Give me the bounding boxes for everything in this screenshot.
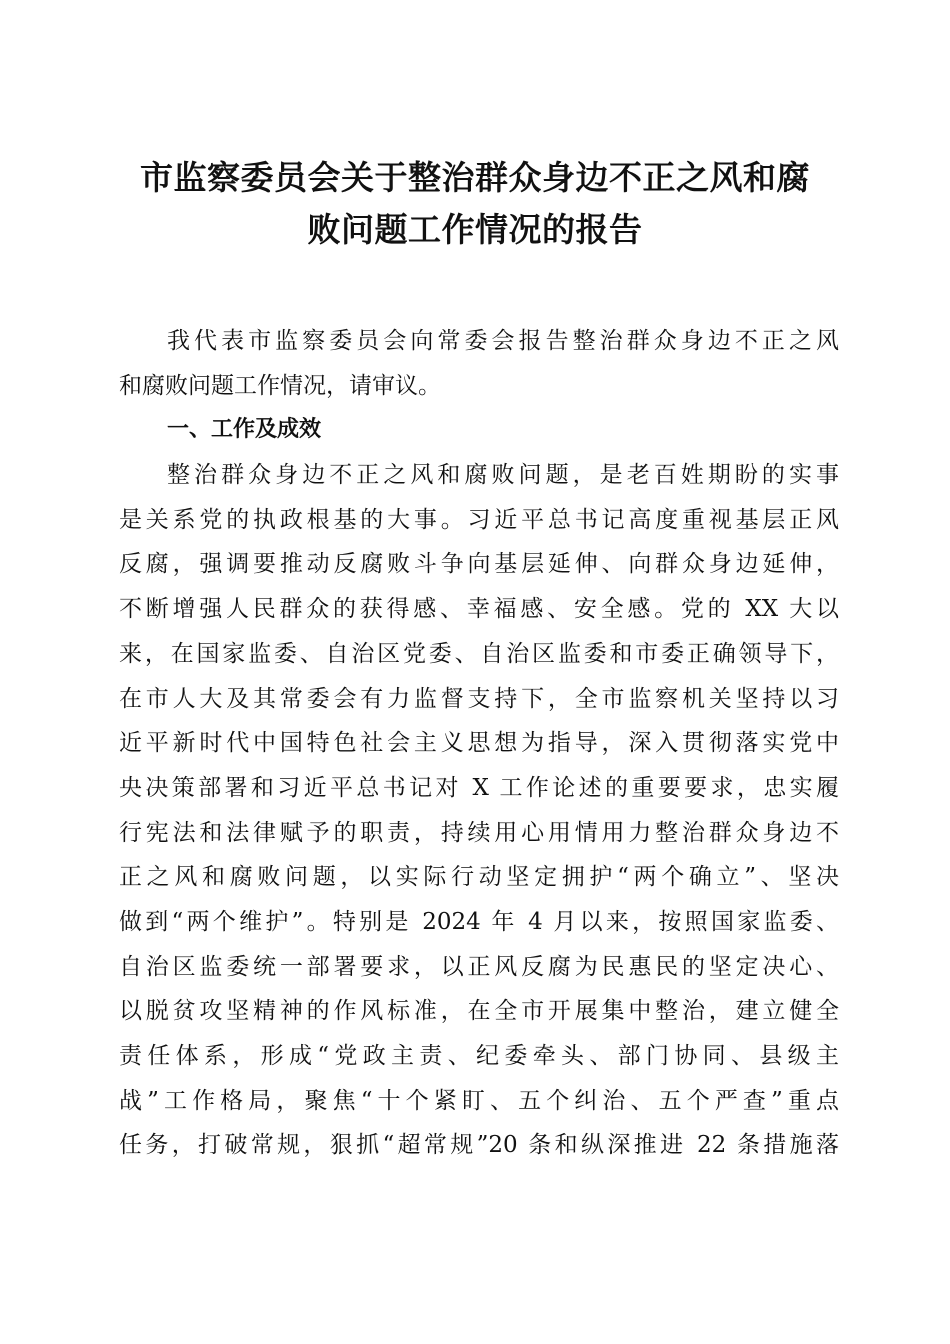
title-line-2: 败问题工作情况的报告	[307, 210, 643, 249]
section-heading: 一、工作及成效	[167, 417, 322, 443]
paragraph-line: 行宪法和法律赋予的职责，持续用心用情用力整治群众身边不	[119, 819, 839, 846]
title-line-1: 市监察委员会关于整治群众身边不正之风和腐	[140, 158, 810, 197]
paragraph-line: 是关系党的执政根基的大事。习近平总书记高度重视基层正风	[119, 506, 839, 533]
paragraph-line: 做到“两个维护”。特别是 2024 年 4 月以来，按照国家监委、	[119, 908, 839, 935]
paragraph-line: 近平新时代中国特色社会主义思想为指导，深入贯彻落实党中	[119, 730, 839, 757]
paragraph-line: 整治群众身边不正之风和腐败问题，是老百姓期盼的实事	[167, 462, 839, 489]
paragraph-line: 我代表市监察委员会向常委会报告整治群众身边不正之风	[167, 328, 839, 354]
paragraph-line: 和腐败问题工作情况，请审议。	[119, 372, 441, 399]
paragraph-line: 在市人大及其常委会有力监督支持下，全市监察机关坚持以习	[119, 685, 839, 712]
paragraph-line: 自治区监委统一部署要求，以正风反腐为民惠民的坚定决心、	[119, 953, 839, 980]
paragraph-line: 反腐，强调要推动反腐败斗争向基层延伸、向群众身边延伸，	[119, 551, 839, 578]
paragraph-line: 任务，打破常规，狠抓“超常规”20 条和纵深推进 22 条措施落	[119, 1132, 839, 1159]
paragraph-line: 正之风和腐败问题，以实际行动坚定拥护“两个确立”、坚决	[119, 864, 839, 891]
paragraph-line: 来，在国家监委、自治区党委、自治区监委和市委正确领导下，	[119, 640, 839, 667]
paragraph-line: 央决策部署和习近平总书记对 X 工作论述的重要要求，忠实履	[119, 774, 839, 801]
document-body	[119, 319, 839, 1168]
paragraph-line: 以脱贫攻坚精神的作风标准，在全市开展集中整治，建立健全	[119, 998, 839, 1025]
paragraph-line: 责任体系，形成“党政主责、纪委牵头、部门协同、县级主	[119, 1043, 839, 1069]
document-title	[110, 152, 840, 256]
paragraph-line: 不断增强人民群众的获得感、幸福感、安全感。党的 XX 大以	[119, 596, 839, 623]
paragraph-line: 战”工作格局，聚焦“十个紧盯、五个纠治、五个严查”重点	[119, 1087, 839, 1114]
